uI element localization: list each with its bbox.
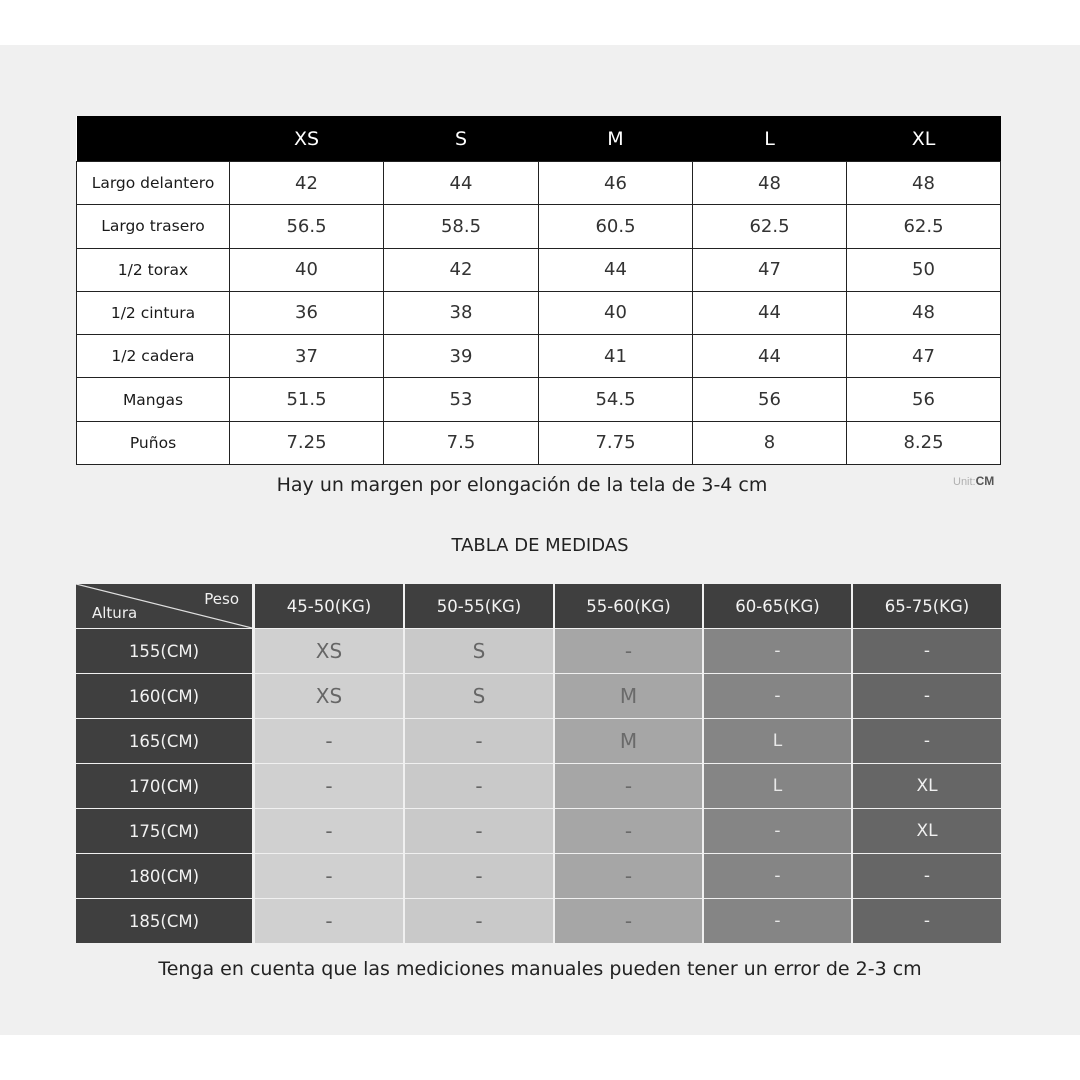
size-cell: - [704, 899, 851, 943]
header-corner [76, 584, 252, 628]
measurement-label: 1/2 torax [77, 248, 230, 291]
height-axis-label: Altura [92, 604, 138, 622]
measurement-value: 40 [539, 291, 693, 334]
size-cell: - [704, 629, 851, 673]
size-cell: L [704, 764, 851, 808]
measurement-value: 44 [384, 162, 539, 205]
table-row [77, 378, 1001, 421]
size-cell: - [555, 899, 702, 943]
garment-measurements-table [76, 116, 1001, 465]
measurement-label: 1/2 cintura [77, 291, 230, 334]
measurement-value: 7.25 [230, 421, 384, 464]
size-cell: M [555, 719, 702, 763]
measurement-value: 62.5 [847, 205, 1001, 248]
size-cell: - [405, 854, 553, 898]
size-header: M [539, 116, 693, 162]
measurement-value: 48 [847, 291, 1001, 334]
size-cell: - [405, 809, 553, 853]
size-cell: - [255, 899, 403, 943]
size-cell: - [405, 899, 553, 943]
size-cell: XS [255, 674, 403, 718]
table-row [77, 162, 1001, 205]
table-row [77, 291, 1001, 334]
size-cell: - [704, 674, 851, 718]
measurement-value: 60.5 [539, 205, 693, 248]
measurement-value: 38 [384, 291, 539, 334]
size-cell: XL [853, 764, 1001, 808]
measurement-label: 1/2 cadera [77, 335, 230, 378]
size-cell: M [555, 674, 702, 718]
measurement-value: 7.5 [384, 421, 539, 464]
measurement-value: 36 [230, 291, 384, 334]
table-row [76, 674, 1001, 719]
measurement-label: Puños [77, 421, 230, 464]
size-cell: - [555, 629, 702, 673]
measurement-value: 54.5 [539, 378, 693, 421]
size-cell: S [405, 629, 553, 673]
table-row [77, 205, 1001, 248]
measurement-value: 39 [384, 335, 539, 378]
size-guide-table [76, 584, 1001, 944]
measurement-value: 44 [539, 248, 693, 291]
size-cell: XL [853, 809, 1001, 853]
height-label: 165(CM) [76, 719, 252, 763]
table-row [76, 719, 1001, 764]
size-cell: - [704, 854, 851, 898]
table-row [77, 335, 1001, 378]
size-cell: S [405, 674, 553, 718]
table-header-row [77, 116, 1001, 162]
size-cell: - [555, 809, 702, 853]
table-row [77, 248, 1001, 291]
elongation-note: Hay un margen por elongación de la tela de 3-4 cm [276, 474, 768, 496]
measurement-value: 7.75 [539, 421, 693, 464]
measurement-value: 47 [693, 248, 847, 291]
height-label: 180(CM) [76, 854, 252, 898]
measurement-value: 8.25 [847, 421, 1001, 464]
size-guide-title: TABLA DE MEDIDAS [451, 535, 629, 556]
measurement-value: 56 [693, 378, 847, 421]
measurement-error-note: Tenga en cuenta que las mediciones manuales pueden tener un error de 2-3 cm [158, 958, 922, 980]
unit-label: Unit:CM [953, 474, 995, 488]
measurement-label: Largo delantero [77, 162, 230, 205]
measurement-value: 42 [384, 248, 539, 291]
size-cell: - [255, 809, 403, 853]
measurement-value: 46 [539, 162, 693, 205]
measurement-label: Largo trasero [77, 205, 230, 248]
measurement-value: 53 [384, 378, 539, 421]
size-cell: XS [255, 629, 403, 673]
size-cell: - [555, 764, 702, 808]
size-cell: - [704, 809, 851, 853]
measurement-value: 58.5 [384, 205, 539, 248]
size-cell: L [704, 719, 851, 763]
height-label: 185(CM) [76, 899, 252, 943]
measurement-label: Mangas [77, 378, 230, 421]
weight-header: 55-60(KG) [555, 584, 702, 628]
measurement-value: 51.5 [230, 378, 384, 421]
measurement-value: 62.5 [693, 205, 847, 248]
measurement-value: 37 [230, 335, 384, 378]
table-header-row [76, 584, 1001, 629]
measurement-value: 48 [847, 162, 1001, 205]
table-row [76, 809, 1001, 854]
size-cell: - [255, 854, 403, 898]
measurement-value: 41 [539, 335, 693, 378]
measurement-value: 40 [230, 248, 384, 291]
height-label: 175(CM) [76, 809, 252, 853]
size-header: L [693, 116, 847, 162]
table-row [76, 629, 1001, 674]
table-row [76, 854, 1001, 899]
height-label: 160(CM) [76, 674, 252, 718]
weight-header: 60-65(KG) [704, 584, 851, 628]
weight-axis-label: Peso [204, 590, 239, 608]
size-cell: - [853, 899, 1001, 943]
table-row [77, 421, 1001, 464]
measurement-value: 44 [693, 291, 847, 334]
measurement-value: 47 [847, 335, 1001, 378]
measurement-value: 42 [230, 162, 384, 205]
height-label: 170(CM) [76, 764, 252, 808]
measurement-value: 56 [847, 378, 1001, 421]
weight-header: 45-50(KG) [255, 584, 403, 628]
size-cell: - [405, 719, 553, 763]
header-corner [77, 116, 230, 162]
measurement-value: 8 [693, 421, 847, 464]
size-cell: - [853, 674, 1001, 718]
weight-header: 65-75(KG) [853, 584, 1001, 628]
table-row [76, 764, 1001, 809]
size-cell: - [405, 764, 553, 808]
measurement-value: 50 [847, 248, 1001, 291]
size-cell: - [853, 629, 1001, 673]
size-cell: - [853, 854, 1001, 898]
weight-header: 50-55(KG) [405, 584, 553, 628]
measurement-value: 44 [693, 335, 847, 378]
measurement-value: 48 [693, 162, 847, 205]
size-cell: - [255, 719, 403, 763]
height-label: 155(CM) [76, 629, 252, 673]
measurement-value: 56.5 [230, 205, 384, 248]
size-cell: - [853, 719, 1001, 763]
size-cell: - [255, 764, 403, 808]
size-header: XS [230, 116, 384, 162]
size-header: S [384, 116, 539, 162]
size-header: XL [847, 116, 1001, 162]
table-row [76, 899, 1001, 944]
size-cell: - [555, 854, 702, 898]
